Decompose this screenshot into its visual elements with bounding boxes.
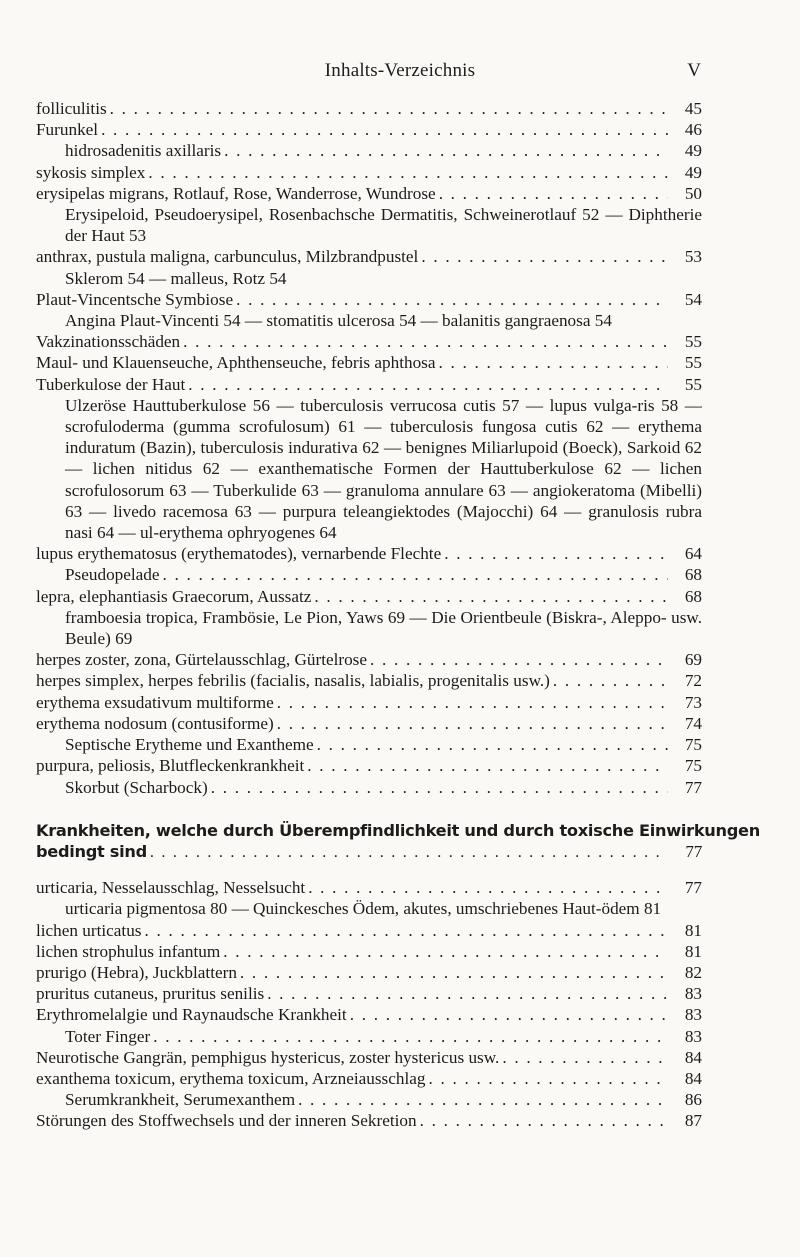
leader-dots <box>148 162 668 183</box>
toc-entry <box>36 713 702 734</box>
leader-dots <box>163 564 668 585</box>
toc-entry-title: pruritus cutaneus, pruritus senilis <box>36 984 265 1004</box>
toc-entry-title: Maul- und Klauenseuche, Aphthenseuche, febris aphthosa <box>36 353 436 373</box>
toc-entry <box>36 962 702 983</box>
leader-dots <box>236 289 668 310</box>
toc-entry-title: lichen urticatus <box>36 920 142 940</box>
toc-entry-page: 53 <box>684 247 702 267</box>
toc-entry-title: lepra, elephantiasis Graecorum, Aussatz <box>36 586 312 606</box>
leader-dots <box>101 119 668 140</box>
toc-subentry-paragraph: urticaria pigmentosa 80 — Quinckesches Ödem, akutes, umschriebenes Haut-ödem 81 <box>65 899 662 919</box>
toc-entry-page: 46 <box>684 120 702 140</box>
toc-entry-title: herpes zoster, zona, Gürtelausschlag, Gürtelrose <box>36 650 368 670</box>
toc-entry-title: erysipelas migrans, Rotlauf, Rose, Wanderrose, Wundrose <box>36 183 436 203</box>
toc-entry-page: 74 <box>684 713 702 733</box>
toc-entry-page: 55 <box>684 374 702 394</box>
toc-entry <box>36 941 702 962</box>
toc-entry-page: 55 <box>684 353 702 373</box>
toc-list-infections <box>36 98 702 798</box>
toc-entry-page: 75 <box>684 735 702 755</box>
toc-entry <box>36 920 702 941</box>
leader-dots <box>502 1047 668 1068</box>
leader-dots <box>420 1110 668 1131</box>
toc-entry-title: Tuberkulose der Haut <box>36 374 186 394</box>
toc-entry-page: 81 <box>684 920 702 940</box>
leader-dots <box>317 734 668 755</box>
toc-entry <box>36 564 702 585</box>
toc-entry <box>36 543 702 564</box>
leader-dots <box>444 543 668 564</box>
toc-entry-title: erythema exsudativum multiforme <box>36 692 274 712</box>
toc-entry <box>36 183 702 204</box>
toc-entry <box>36 692 702 713</box>
running-header-title: Inhalts-Verzeichnis <box>324 60 476 81</box>
leader-dots <box>553 670 668 691</box>
toc-entry-page: 68 <box>684 565 702 585</box>
toc-entry-title: Skorbut (Scharbock) <box>65 777 208 797</box>
toc-entry-title: Serumkrankheit, Serumexanthem <box>65 1090 296 1110</box>
toc-entry-title: Vakzinationsschäden <box>36 332 181 352</box>
leader-dots <box>267 983 668 1004</box>
toc-entry-page: 50 <box>684 183 702 203</box>
toc-entry-page: 68 <box>684 586 702 606</box>
toc-entry <box>36 352 702 373</box>
toc-entry-page: 73 <box>684 692 702 712</box>
toc-subentry-paragraph: Angina Plaut-Vincenti 54 — stomatitis ulcerosa 54 — balanitis gangraenosa 54 <box>65 311 612 331</box>
table-of-contents <box>36 98 760 1132</box>
toc-entry-title: Neurotische Gangrän, pemphigus hystericus, zoster hystericus usw. <box>36 1047 500 1067</box>
toc-entry-page: 77 <box>684 878 702 898</box>
toc-entry-title: sykosis simplex <box>36 162 146 182</box>
toc-entry-title: lupus erythematosus (erythematodes), vernarbende Flechte <box>36 544 442 564</box>
toc-entry-page: 77 <box>684 777 702 797</box>
toc-entry-title: hidrosadenitis axillaris <box>65 141 222 161</box>
leader-dots <box>308 877 668 898</box>
toc-entry-title: anthrax, pustula maligna, carbunculus, Milzbrandpustel <box>36 247 419 267</box>
toc-entry-title: Pseudopelade <box>65 565 160 585</box>
toc-entry-title: Störungen des Stoffwechsels und der inneren Sekretion <box>36 1111 417 1131</box>
toc-entry-title: Erythromelalgie und Raynaudsche Krankheit <box>36 1005 347 1025</box>
toc-entry-page: 55 <box>684 332 702 352</box>
toc-entry <box>36 1089 702 1110</box>
toc-entry-page: 64 <box>684 544 702 564</box>
toc-entry <box>36 755 702 776</box>
toc-entry <box>36 1047 702 1068</box>
toc-entry <box>36 1068 702 1089</box>
toc-entry <box>36 140 702 161</box>
toc-entry <box>36 331 702 352</box>
leader-dots <box>211 777 668 798</box>
leader-dots <box>277 713 668 734</box>
leader-dots <box>439 352 669 373</box>
toc-entry-title: herpes simplex, herpes febrilis (facialis, nasalis, labialis, progenitalis usw.) <box>36 671 550 691</box>
toc-entry-page: 81 <box>684 941 702 961</box>
toc-entry <box>36 374 702 395</box>
toc-subentry-paragraph: Erysipeloid, Pseudoerysipel, Rosenbachsche Dermatitis, Schweinerotlauf 52 — Diphtherie der Haut 53 <box>65 205 702 246</box>
toc-entry-page: 69 <box>684 650 702 670</box>
toc-entry-title: exanthema toxicum, erythema toxicum, Arzneiausschlag <box>36 1068 426 1088</box>
leader-dots <box>307 755 668 776</box>
toc-entry-page: 83 <box>684 1026 702 1046</box>
toc-entry <box>36 98 702 119</box>
toc-entry <box>36 1110 702 1131</box>
leader-dots <box>421 246 668 267</box>
toc-entry-title: Plaut-Vincentsche Symbiose <box>36 289 234 309</box>
toc-subentry-paragraph: framboesia tropica, Frambösie, Le Pion, Yaws 69 — Die Orientbeule (Biskra-, Aleppo- usw. Beule) 69 <box>65 607 702 649</box>
toc-entry-title: purpura, peliosis, Blutfleckenkrankheit <box>36 756 305 776</box>
toc-entry <box>36 162 702 183</box>
toc-list-hypersensitivity <box>36 877 702 1131</box>
toc-subentry-paragraph: Sklerom 54 — malleus, Rotz 54 <box>65 268 287 288</box>
section-heading <box>36 820 760 863</box>
toc-entry-title: prurigo (Hebra), Juckblattern <box>36 962 237 982</box>
toc-entry <box>36 1026 702 1047</box>
leader-dots <box>350 1004 668 1025</box>
toc-entry-page: 45 <box>684 99 702 118</box>
toc-entry <box>36 983 702 1004</box>
toc-entry-page: 82 <box>684 962 702 982</box>
toc-entry-page: 84 <box>684 1047 702 1067</box>
toc-entry-title: lichen strophulus infantum <box>36 941 221 961</box>
toc-entry-title: erythema nodosum (contusiforme) <box>36 713 274 733</box>
toc-entry <box>36 670 702 691</box>
leader-dots <box>150 842 668 863</box>
leader-dots <box>144 920 668 941</box>
section-heading-line1: Krankheiten, welche durch Überempfindlichkeit und durch toxische Einwirkungen <box>36 820 760 840</box>
toc-entry-title: folliculitis <box>36 99 107 118</box>
leader-dots <box>183 331 668 352</box>
toc-entry-page: 86 <box>684 1090 702 1110</box>
toc-subentry-paragraph: Ulzeröse Hauttuberkulose 56 — tuberculosis verrucosa cutis 57 — lupus vulga-ris 58 — scrofuloderma (gumma scrofulosum) 61 — tuberculosis fungosa cutis 62 — erythema induratum (Bazin), tuberculosis indurativa 62 — benignes Miliarlupoid (Boeck), Sarkoid 62 — lichen nitidus 62 — exanthematische Formen der Hauttuberkulose 62 — lichen scrofulosorum 63 — Tuberkulide 63 — granuloma annulare 63 — angiokeratoma (Mibelli) 63 — livedo racemosa 63 — purpura teleangiektodes (Majocchi) 64 — granulosis rubra nasi 64 — ul-erythema ophryogenes 64 <box>65 395 702 543</box>
toc-entry <box>36 289 702 310</box>
toc-entry-title: Toter Finger <box>65 1026 151 1046</box>
toc-entry-title: Furunkel <box>36 120 99 140</box>
leader-dots <box>224 140 668 161</box>
leader-dots <box>439 183 668 204</box>
toc-entry-page: 87 <box>684 1111 702 1131</box>
leader-dots <box>110 98 668 119</box>
section-page-number: 77 <box>685 841 702 861</box>
toc-entry <box>36 586 702 607</box>
toc-entry-page: 83 <box>684 1005 702 1025</box>
leader-dots <box>428 1068 668 1089</box>
leader-dots <box>370 649 668 670</box>
toc-entry-page: 54 <box>684 289 702 309</box>
toc-entry <box>36 119 702 140</box>
leader-dots <box>314 586 668 607</box>
leader-dots <box>298 1089 668 1110</box>
leader-dots <box>153 1026 668 1047</box>
toc-entry <box>36 734 702 755</box>
toc-entry <box>36 877 702 898</box>
leader-dots <box>240 962 668 983</box>
toc-entry <box>36 1004 702 1025</box>
toc-entry-title: Septische Erytheme und Exantheme <box>65 735 314 755</box>
section-heading-line2: bedingt sind <box>36 841 147 861</box>
toc-entry <box>36 246 702 267</box>
leader-dots <box>188 374 668 395</box>
leader-dots <box>277 692 668 713</box>
toc-entry-page: 83 <box>684 984 702 1004</box>
toc-entry-page: 75 <box>684 756 702 776</box>
toc-entry-title: urticaria, Nesselausschlag, Nesselsucht <box>36 878 306 898</box>
toc-entry-page: 84 <box>684 1068 702 1088</box>
leader-dots <box>223 941 668 962</box>
toc-entry-page: 72 <box>684 671 702 691</box>
toc-entry <box>36 649 702 670</box>
toc-entry-page: 49 <box>684 141 702 161</box>
page-number: V <box>687 60 701 81</box>
toc-entry-page: 49 <box>684 162 702 182</box>
toc-entry <box>36 777 702 798</box>
